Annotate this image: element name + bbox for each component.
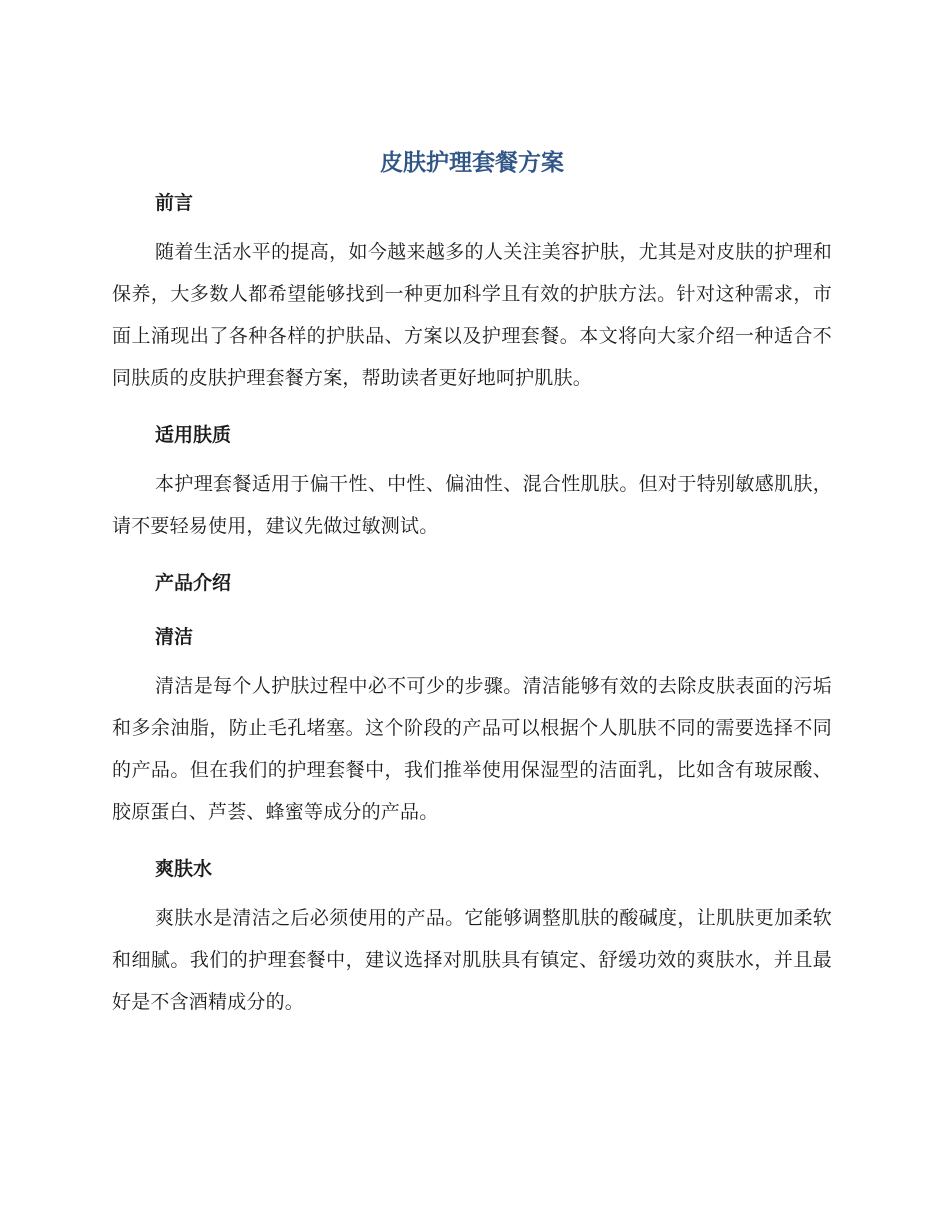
section-heading-skin-types: 适用肤质: [155, 424, 232, 446]
section-heading-toner: 爽肤水: [155, 858, 213, 880]
section-paragraph-preface: 随着生活水平的提高，如今越来越多的人关注美容护肤，尤其是对皮肤的护理和保养，大多数人都希望能够找到一种更加科学且有效的护肤方法。针对这种需求，市面上涌现出了各种各样的护肤品、方案以及护理套餐。本文将向大家介绍一种适合不同肤质的皮肤护理套餐方案，帮助读者更好地呵护肌肤。: [112, 241, 832, 389]
section-heading-products: 产品介绍: [155, 572, 232, 594]
section-paragraph-skin-types: 本护理套餐适用于偏干性、中性、偏油性、混合性肌肤。但对于特别敏感肌肤，请不要轻易使用，建议先做过敏测试。: [112, 473, 832, 537]
section-heading-preface: 前言: [155, 192, 194, 214]
section-paragraph-toner: 爽肤水是清洁之后必须使用的产品。它能够调整肌肤的酸碱度，让肌肤更加柔软和细腻。我们的护理套餐中，建议选择对肌肤具有镇定、舒缓功效的爽肤水，并且最好是不含酒精成分的。: [112, 907, 832, 1013]
section-heading-cleansing: 清洁: [155, 626, 194, 648]
section-paragraph-cleansing: 清洁是每个人护肤过程中必不可少的步骤。清洁能够有效的去除皮肤表面的污垢和多余油脂，防止毛孔堵塞。这个阶段的产品可以根据个人肌肤不同的需要选择不同的产品。但在我们的护理套餐中，我们推举使用保湿型的洁面乳，比如含有玻尿酸、胶原蛋白、芦荟、蜂蜜等成分的产品。: [112, 675, 832, 823]
document-content: [112, 145, 832, 1037]
document-title: 皮肤护理套餐方案: [380, 150, 564, 176]
